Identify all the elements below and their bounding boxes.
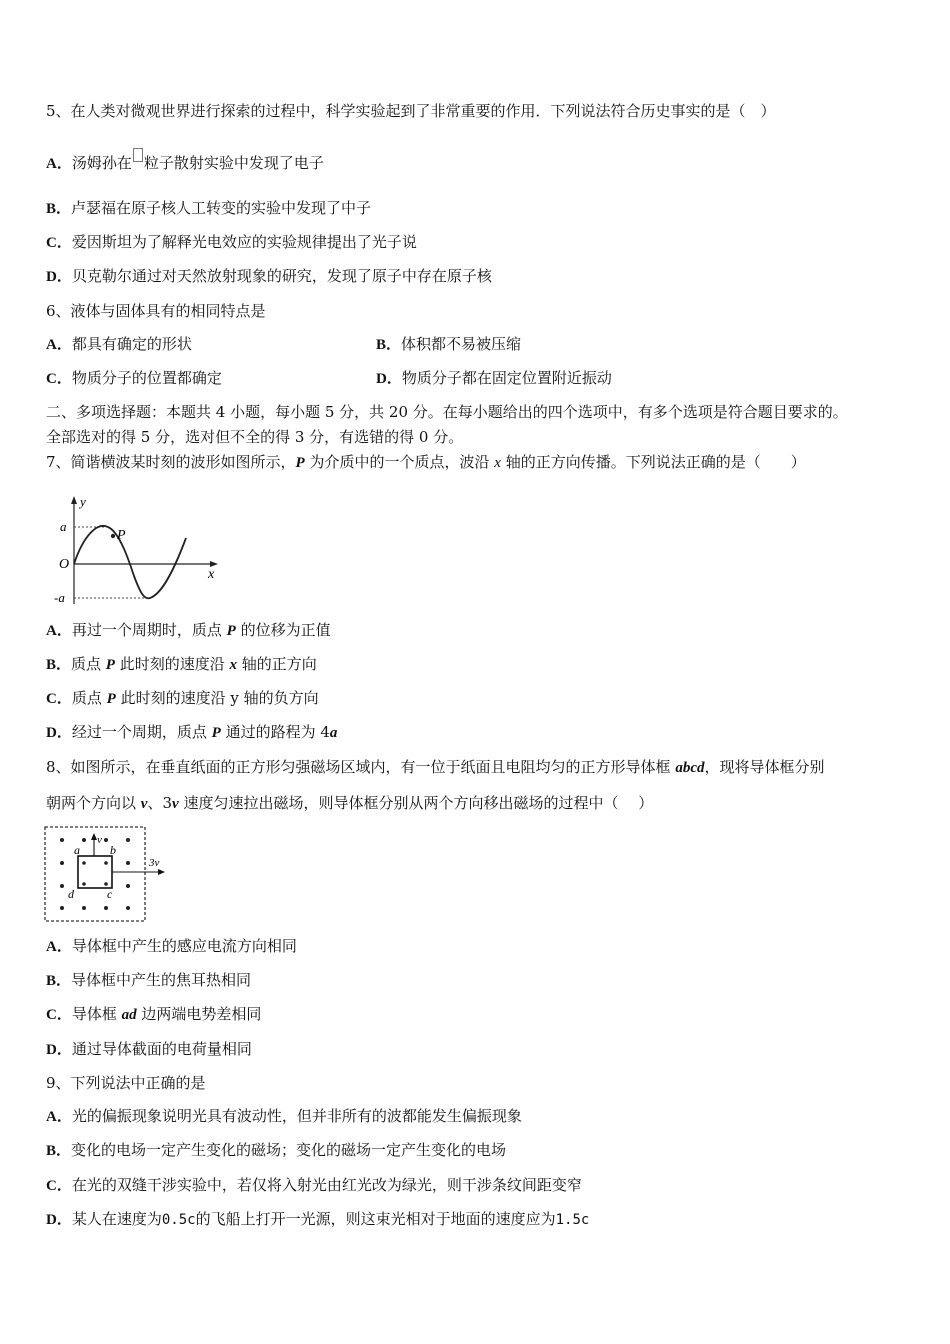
- q7-option-d: D．经过一个周期，质点 P 通过的路程为 4a: [46, 723, 338, 741]
- q9-option-c: C．在光的双缝干涉实验中，若仅将入射光由红光改为绿光，则干涉条纹间距变窄: [46, 1176, 582, 1194]
- frame-label-a: a: [74, 843, 80, 857]
- q5-option-b: B．卢瑟福在原子核人工转变的实验中发现了中子: [46, 199, 372, 217]
- q5-option-c: C．爱因斯坦为了解释光电效应的实验规律提出了光子说: [46, 233, 417, 251]
- q5-option-a: A．汤姆孙在 粒子散射实验中发现了电子: [46, 148, 324, 175]
- wave-label-p: P: [117, 528, 126, 543]
- q9-option-b: B．变化的电场一定产生变化的磁场；变化的磁场一定产生变化的电场: [46, 1141, 507, 1159]
- arrow-label-v: v: [97, 834, 102, 846]
- q9-stem: 9、下列说法中正确的是: [46, 1074, 206, 1092]
- frame-label-b: b: [110, 843, 116, 857]
- q8-option-c: C．导体框 ad 边两端电势差相同: [46, 1005, 262, 1023]
- q8-stem-line2: 朝两个方向以 v、3v 速度匀速拉出磁场，则导体框分别从两个方向移出磁场的过程中（ ）: [46, 794, 654, 812]
- q8-option-b: B．导体框中产生的焦耳热相同: [46, 971, 252, 989]
- wave-label-o: O: [59, 557, 70, 572]
- q5-stem: 5、在人类对微观世界进行探索的过程中，科学实验起到了非常重要的作用．下列说法符合历史事实的是（ ）: [46, 102, 776, 120]
- q6-option-b: B．体积都不易被压缩: [376, 335, 522, 353]
- wave-label-y: y: [80, 494, 86, 509]
- frame-label-d: d: [68, 887, 74, 901]
- q9-option-d: D．某人在速度为0.5c的飞船上打开一光源，则这束光相对于地面的速度应为1.5c: [46, 1210, 590, 1228]
- wave-label-x: x: [208, 567, 215, 582]
- q8-option-a: A．导体框中产生的感应电流方向相同: [46, 937, 297, 955]
- section2-line1: 二、多项选择题：本题共 4 小题，每小题 5 分，共 20 分。在每小题给出的四个选项中，有多个选项是符合题目要求的。: [46, 403, 848, 421]
- wave-curve: [74, 526, 186, 598]
- wave-y-arrow: [71, 496, 77, 504]
- wave-figure: [50, 492, 230, 610]
- field-region-border: [45, 827, 145, 921]
- q6-option-d: D．物质分子都在固定位置附近振动: [376, 369, 612, 387]
- wave-label-neg-a: -a: [54, 590, 65, 605]
- velocity-3v-arrowhead: [158, 869, 165, 875]
- wave-label-a: a: [60, 519, 67, 534]
- q8-option-d: D．通过导体截面的电荷量相同: [46, 1040, 252, 1058]
- q6-option-c: C．物质分子的位置都确定: [46, 369, 222, 387]
- q6-option-a: A．都具有确定的形状: [46, 335, 192, 353]
- section2-line2: 全部选对的得 5 分，选对但不全的得 3 分，有选错的得 0 分。: [46, 428, 464, 446]
- magnetic-field-figure: [44, 826, 174, 924]
- wave-point-p: [111, 534, 115, 538]
- q6-stem: 6、液体与固体具有的相同特点是: [46, 302, 266, 320]
- q7-option-b: B．质点 P 此时刻的速度沿 x 轴的正方向: [46, 655, 317, 673]
- arrow-label-3v: 3v: [149, 857, 160, 869]
- q8-stem-line1: 8、如图所示，在垂直纸面的正方形匀强磁场区域内，有一位于纸面且电阻均匀的正方形导体框 abcd，现将导体框分别: [46, 758, 825, 776]
- q5-option-d: D．贝克勒尔通过对天然放射现象的研究，发现了原子中存在原子核: [46, 267, 492, 285]
- q7-stem: 7、简谐横波某时刻的波形如图所示，P 为介质中的一个质点，波沿 x 轴的正方向传播。下列说法正确的是（ ）: [46, 453, 806, 471]
- q7-option-c: C．质点 P 此时刻的速度沿 y 轴的负方向: [46, 689, 319, 707]
- frame-label-c: c: [107, 887, 113, 901]
- q9-option-a: A．光的偏振现象说明光具有波动性，但并非所有的波都能发生偏振现象: [46, 1107, 522, 1125]
- q7-option-a: A．再过一个周期时，质点 P 的位移为正值: [46, 621, 331, 639]
- missing-glyph-icon: [133, 148, 143, 162]
